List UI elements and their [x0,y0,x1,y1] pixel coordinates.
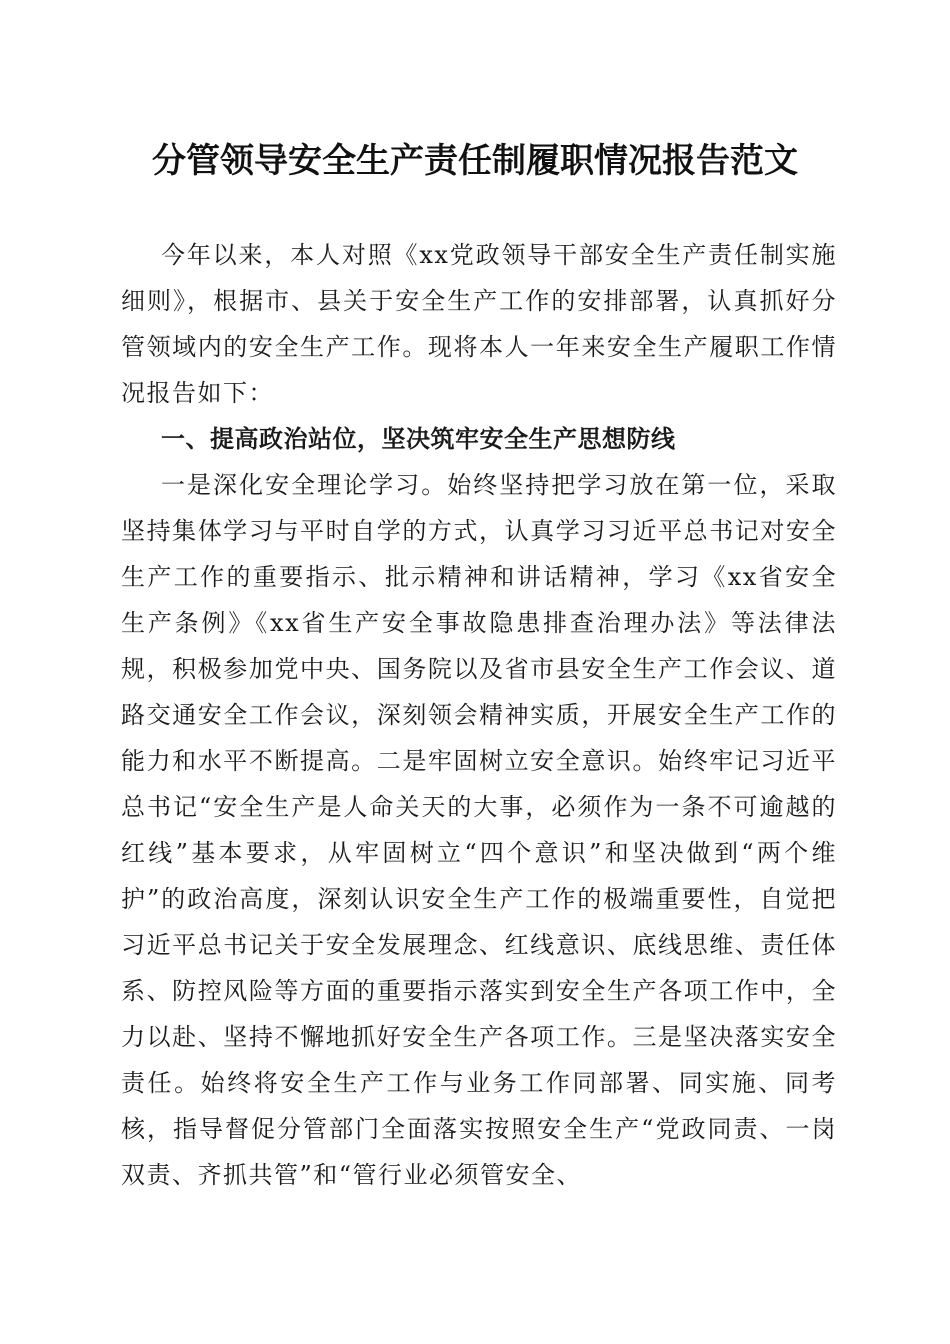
document-body [121,232,837,1198]
section-paragraph: 一是深化安全理论学习。始终坚持把学习放在第一位，采取坚持集体学习与平时自学的方式，认真学习习近平总书记对安全生产工作的重要指示、批示精神和讲话精神，学习《xx省安全生产条例》《xx省生产安全事故隐患排查治理办法》等法律法规，积极参加党中央、国务院以及省市县安全生产工作会议、道路交通安全工作会议，深刻领会精神实质，开展安全生产工作的能力和水平不断提高。二是牢固树立安全意识。始终牢记习近平总书记“安全生产是人命关天的大事，必须作为一条不可逾越的红线”基本要求，从牢固树立“四个意识”和坚决做到“两个维护”的政治高度，深刻认识安全生产工作的极端重要性，自觉把习近平总书记关于安全发展理念、红线意识、底线思维、责任体系、防控风险等方面的重要指示落实到安全生产各项工作中，全力以赴、坚持不懈地抓好安全生产各项工作。三是坚决落实安全责任。始终将安全生产工作与业务工作同部署、同实施、同考核，指导督促分管部门全面落实按照安全生产“党政同责、一岗双责、齐抓共管”和“管行业必须管安全、 [121,471,837,1189]
intro-paragraph: 今年以来，本人对照《xx党政领导干部安全生产责任制实施细则》，根据市、县关于安全生产工作的安排部署，认真抓好分管领域内的安全生产工作。现将本人一年来安全生产履职工作情况报告如下： [121,241,837,407]
page-title: 分管领导安全生产责任制履职情况报告范文 [152,141,798,181]
section-heading: 一、提高政治站位，坚决筑牢安全生产思想防线 [161,425,676,453]
